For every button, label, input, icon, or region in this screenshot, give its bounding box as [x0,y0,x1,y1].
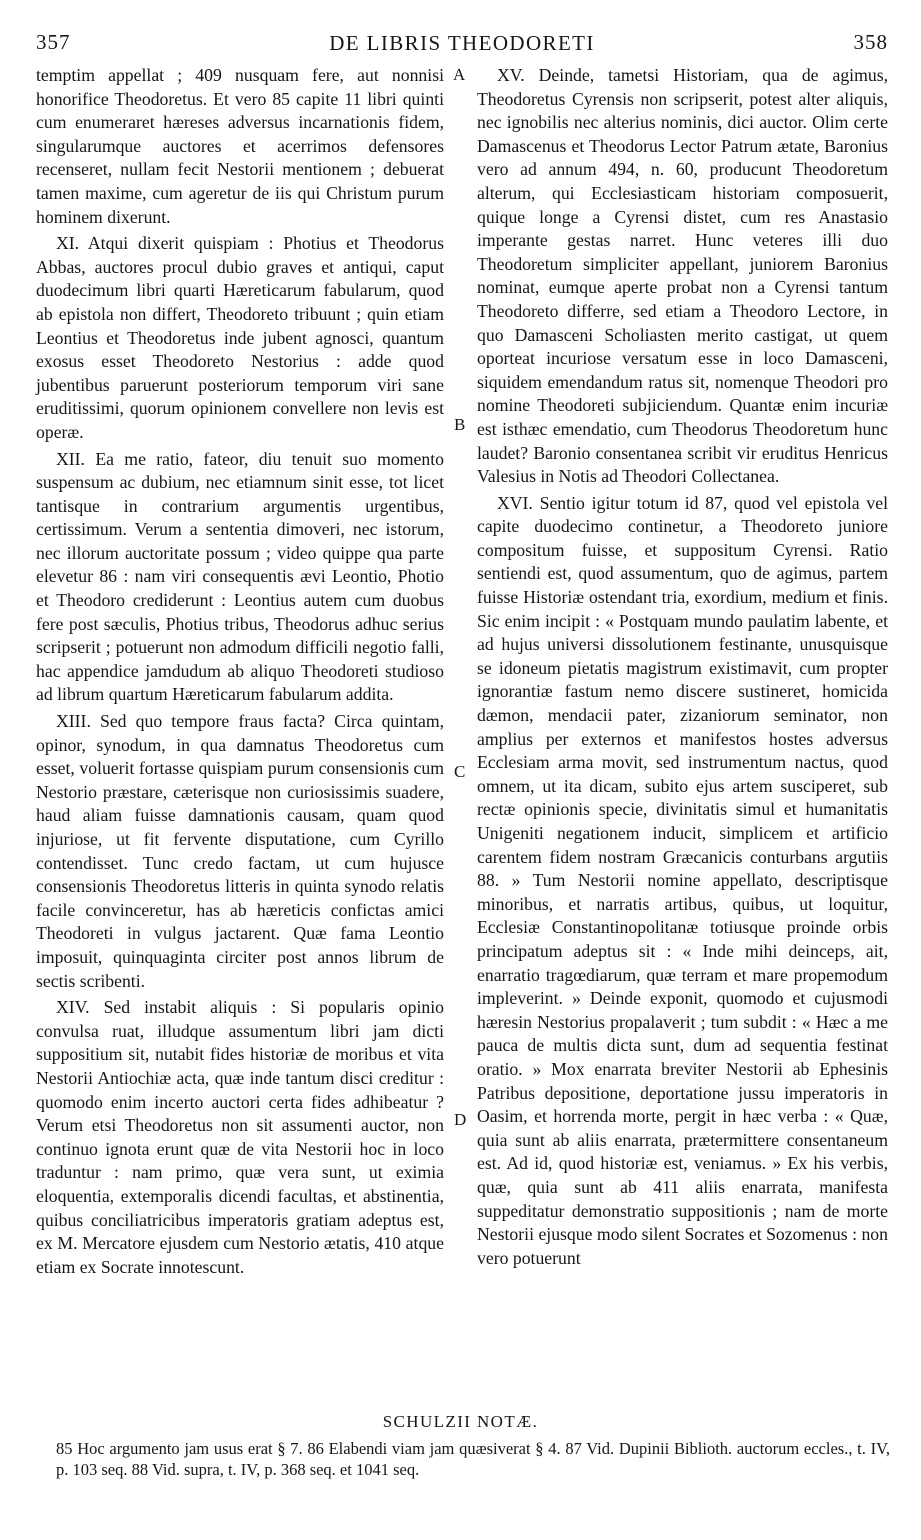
paragraph: XIII. Sed quo tempore fraus facta? Circa quintam, opinor, synodum, in qua damnatus Theodoretus cum esset, voluerit fortasse quispiam purum consensionis cum Nestorio præstare, cæterisque non curiosissimis suadere, haud aliam fuisse damnationis causam, quam quod injuriose, ut fit fervente disputatione, cum Cyrillo contendisset. Tunc credo factam, ut cum hujusce consensionis Theodoretus litteris in quinta synodo relatis facile convinceretur, has ab hæreticis confictas amici Theodoreti in vulgus jactarent. Quæ fama Leontio imposuit, quinquaginta circiter post annos librum de sectis scribenti. [36,711,444,991]
paragraph: XII. Ea me ratio, fateor, diu tenuit suo momento suspensum ac dubium, nec etiamnum sinit esse, tot licet tantisque in contrarium argumentis urgentibus, certissimum. Verum a sententia dimoveri, nec istorum, nec illorum auctoritate possum ; video quippe qua parte elevetur 86 : nam viri consequentis ævi Leontio, Photio et Theodoro crediderunt : Leontius autem cum duobus fere post sæculis, Photius tribus, Theodorus adhuc serius scripserit ; potuerunt non admodum difficili negotio falli, hac appendice jamdudum ab aliquo Theodoreti studioso ad librum quartum Hæreticarum fabularum addita. [36,448,444,705]
running-title: DE LIBRIS THEODORETI [329,31,595,55]
left-column [36,64,444,1279]
paragraph: XI. Atqui dixerit quispiam : Photius et Theodorus Abbas, auctores procul dubio graves et antiqui, caput duodecimum libri quarti Hæreticarum fabularum, quod ab epistola non differt, Theodoreto tribuunt ; quin etiam Leontius et Theodoretus inde jubent agnosci, quantum exosus esset Theodoreto Nestorius : adde quod jubentibus paruerunt posteriorum temporum viri sane eruditissimi, quorum opinionem convellere non levis est operæ. [36,233,444,442]
right-column [477,64,888,1270]
margin-marker-b: B [454,415,466,434]
margin-marker-a: A [453,65,466,84]
paragraph: temptim appellat ; 409 nusquam fere, aut nonnisi honorifice Theodoretus. Et vero 85 capite 11 libri quinti cum enumeraret hæreses adversus incarnationis fidem, singularumque auctores et acerrimos defensores recenseret, nullam fecit Nestorii mentionem ; debuerat tamen maxime, cum ageretur de iis qui Christum purum hominem dixerunt. [36,65,444,227]
margin-marker-d: D [454,1110,467,1129]
footnotes [56,1438,890,1480]
page-number-right: 358 [853,30,888,54]
page-number-left: 357 [36,30,71,54]
margin-marker-c: C [454,762,466,781]
paragraph: XVI. Sentio igitur totum id 87, quod vel epistola vel capite duodecimo continetur, a Theodoreto juniore compositum fuisse, et suppositum Cyrensi. Ratio sentiendi est, quod assumentum, quo de agimus, partem fuisse Historiæ ostendant tria, exordium, medium et finis. Sic enim incipit : « Postquam mundo paulatim labente, et ad hujus universi dissolutionem festinante, unusquisque se idoneum pietatis magistrum existimavit, cum propter ignorantiæ fastum nemo discere sustineret, homicida dæmon, mendacii pater, zizaniorum seminator, non amplius per externos et manifestos hostes adversus Ecclesiam arma movit, sed instrumentum nactus, quod omnem, ut ita dicam, subito ejus artem susciperet, sub rectæ opinionis specie, divinitatis simul et humanitatis Unigeniti negationem inducit, simplicem et artificio carentem fidem nostram Græcanicis conturbans argutiis 88. » Tum Nestorii nomine appellato, descriptisque minoribus, et narratis artibus, quibus, ut loquitur, Ecclesiæ Constantinopolitanæ totiusque proinde orbis principatum adeptus sit : « Inde mihi deinceps, ait, enarratio tragœdiarum, quæ terram et mare propemodum impleverint. » Deinde exponit, quomodo et cujusmodi hæresin Nestorius propalaverit ; tum subdit : « Hæc a me pauca de multis dicta sunt, dum ad sequentia festinat oratio. » Mox enarrata breviter Nestorii ab Ephesinis Patribus depositione, deportatione jussu imperatoris in Oasim, et horrenda morte, pergit in hæc verba : « Quæ, quia sunt ab aliis enarrata, prætermittere consentaneum est. Ad id, quod historiæ est, veniamus. » Ex his verbis, quæ, quia sunt ab 411 aliis enarrata, manifesta suppeditatur demonstratio suppositionis ; nam de morte Nestorii ejusque modo silent Socrates et Sozomenus : non vero potuerunt [477,492,888,1268]
paragraph: XIV. Sed instabit aliquis : Si popularis opinio convulsa ruat, illudque assumentum libri jam dicti suppositium sit, nutabit fides historiæ de moribus et vita Nestorii Antiochiæ acta, quæ inde tantum disci creditur : quomodo enim incerto auctori certa fides adhibeatur ? Verum etsi Theodoretus non sit assumenti auctor, non continuo ignota erunt quæ de vita Nestorii hoc in loco traduntur : nam primo, quæ vera sunt, ut eximia eloquentia, extemporalis dicendi facultas, et abstinentia, quibus conciliatricibus imperatoris gratiam adeptus est, ex M. Mercatore ejusdem cum Nestorio ætatis, 410 atque etiam ex Socrate innotescunt. [36,997,444,1277]
notes-heading: SCHULZII NOTÆ. [382,1412,539,1431]
paragraph: XV. Deinde, tametsi Historiam, qua de agimus, Theodoretus Cyrensis non scripserit, potest alter aliquis, nec ignobilis nec alterius nominis, dici auctor. Olim certe Damascenus et Theodorus Lector Patrum ætate, Baronius vero ad annum 494, n. 60, producunt Theodoretum alterum, qui Ecclesiasticam historiam composuerit, quique longe a Cyrensi distet, cum res Anastasio imperante gestas narret. Hunc veteres illi duo Theodoretum simpliciter appellant, juniorem Baronius nominat, eumque aperte probat non a Cyrensi tantum Theodoreto differre, sed etiam a Theodoro Lectore, in quo Damasceni Scholiasten merito castigat, ut quem oporteat incuriose versatum esse in loco Damasceni, siquidem emendandum ratus sit, nomenque Theodori pro nomine Theodoreti subjiciendum. Quantæ enim incuriæ est isthæc emendatio, cum Theodorus Theodoretum hunc laudet? Baronio consentanea scribit vir eruditus Henricus Valesius in Notis ad Theodori Collectanea. [477,65,888,487]
running-header [36,30,888,64]
footnote-text: 85 Hoc argumento jam usus erat § 7. 86 Elabendi viam jam quæsiverat § 4. 87 Vid. Dupinii Biblioth. auctorum eccles., t. IV, p. 103 seq. 88 Vid. supra, t. IV, p. 368 seq. et 1041 seq. [56,1439,890,1479]
